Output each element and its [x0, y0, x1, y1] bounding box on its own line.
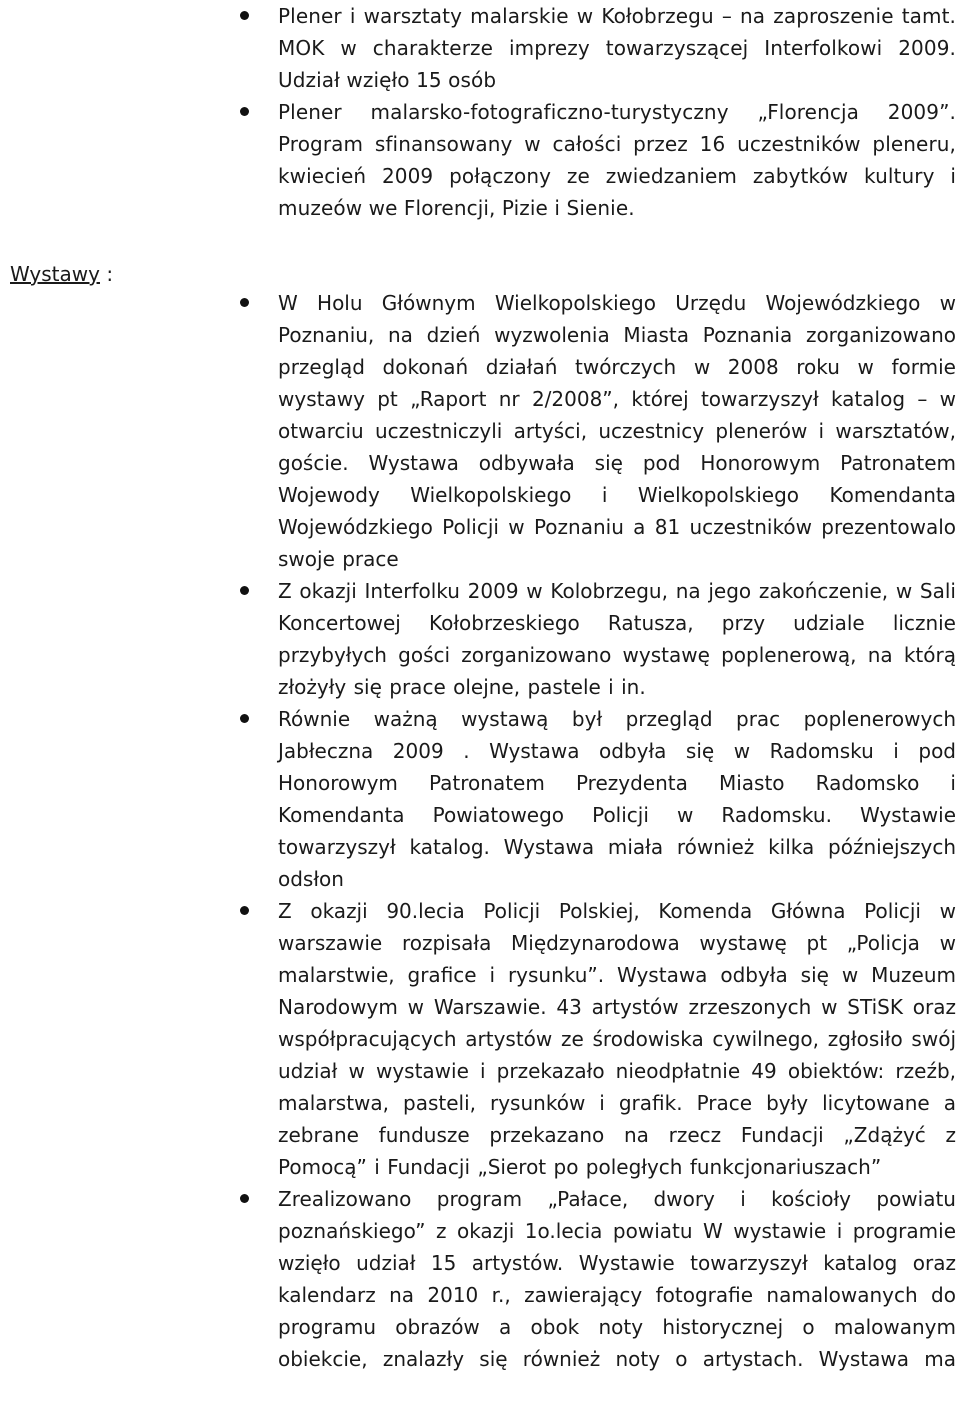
plein-air-list	[0, 0, 960, 224]
list-item	[0, 1183, 960, 1375]
section-heading-wystawy	[10, 258, 113, 290]
list-item-text: Plener i warsztaty malarskie w Kołobrzegu – na zaproszenie tamt. MOK w charakterze imprezy towarzyszącej Interfolkowi 2009. Udział wzięło 15 osób	[278, 4, 956, 92]
list-item-text: Z okazji 90.lecia Policji Polskiej, Komenda Główna Policji w warszawie rozpisała Międzynarodowa wystawę pt „Policja w malarstwie, grafice i rysunku”. Wystawa odbyła się w Muzeum Narodowym w Warszawie. 43 artystów zrzeszonych w STiSK oraz współpracujących artystów ze środowiska cywilnego, zgłosiło swój udział w wystawie i przekazało nieodpłatnie 49 obiektów: rzeźb, malarstwa, pasteli, rysunków i grafik. Prace były licytowane a zebrane fundusze przekazano na rzecz Fundacji „Zdążyć z Pomocą” i Fundacji „Sierot po poległych funkcjonariuszach”	[278, 899, 956, 1179]
section-heading-colon: :	[99, 262, 114, 286]
list-item-text: Plener malarsko-fotograficzno-turystyczny „Florencja 2009”. Program sfinansowany w całości przez 16 uczestników pleneru, kwiecień 2009 połączony ze zwiedzaniem zabytków kultury i muzeów we Florencji, Pizie i Sienie.	[278, 100, 956, 220]
list-item-text: W Holu Głównym Wielkopolskiego Urzędu Wojewódzkiego w Poznaniu, na dzień wyzwolenia Miasta Poznania zorganizowano przegląd dokonań działań twórczych w 2008 roku w formie wystawy pt „Raport nr 2/2008”, której towarzyszył katalog – w otwarciu uczestniczyli artyści, uczestnicy plenerów i warsztatów, goście. Wystawa odbywała się pod Honorowym Patronatem Wojewody Wielkopolskiego i Wielkopolskiego Komendanta Wojewódzkiego Policji w Poznaniu a 81 uczestników prezentowalo swoje prace	[278, 291, 956, 571]
bullet-icon	[240, 906, 249, 915]
list-item-text: Zrealizowano program „Pałace, dwory i kościoły powiatu poznańskiego” z okazji 1o.lecia powiatu W wystawie i programie wzięło udział 15 artystów. Wystawie towarzyszył katalog oraz kalendarz na 2010 r., zawierający fotografie namalowanych do programu obrazów a obok noty historycznej o malowanym obiekcie, znalazły się również noty o artystach. Wystawa ma	[278, 1187, 956, 1371]
list-item-text: Równie ważną wystawą był przegląd prac poplenerowych Jabłeczna 2009 . Wystawa odbyła się w Radomsku i pod Honorowym Patronatem Prezydenta Miasto Radomsko i Komendanta Powiatowego Policji w Radomsku. Wystawie towarzyszył katalog. Wystawa miała również kilka późniejszych odsłon	[278, 707, 956, 891]
list-item	[0, 575, 960, 703]
exhibitions-list	[0, 287, 960, 1375]
list-item	[0, 703, 960, 895]
list-item	[0, 287, 960, 575]
section-heading-text: Wystawy	[10, 262, 100, 286]
list-item	[0, 0, 960, 96]
bullet-icon	[240, 586, 249, 595]
bullet-icon	[240, 298, 249, 307]
bullet-icon	[240, 107, 249, 116]
bullet-icon	[240, 11, 249, 20]
list-item-text: Z okazji Interfolku 2009 w Kolobrzegu, na jego zakończenie, w Sali Koncertowej Kołobrzeskiego Ratusza, przy udziale licznie przybyłych gości zorganizowano wystawę poplenerową, na którą złożyły się prace olejne, pastele i in.	[278, 579, 956, 699]
list-item	[0, 895, 960, 1183]
bullet-icon	[240, 1194, 249, 1203]
list-item	[0, 96, 960, 224]
bullet-icon	[240, 714, 249, 723]
